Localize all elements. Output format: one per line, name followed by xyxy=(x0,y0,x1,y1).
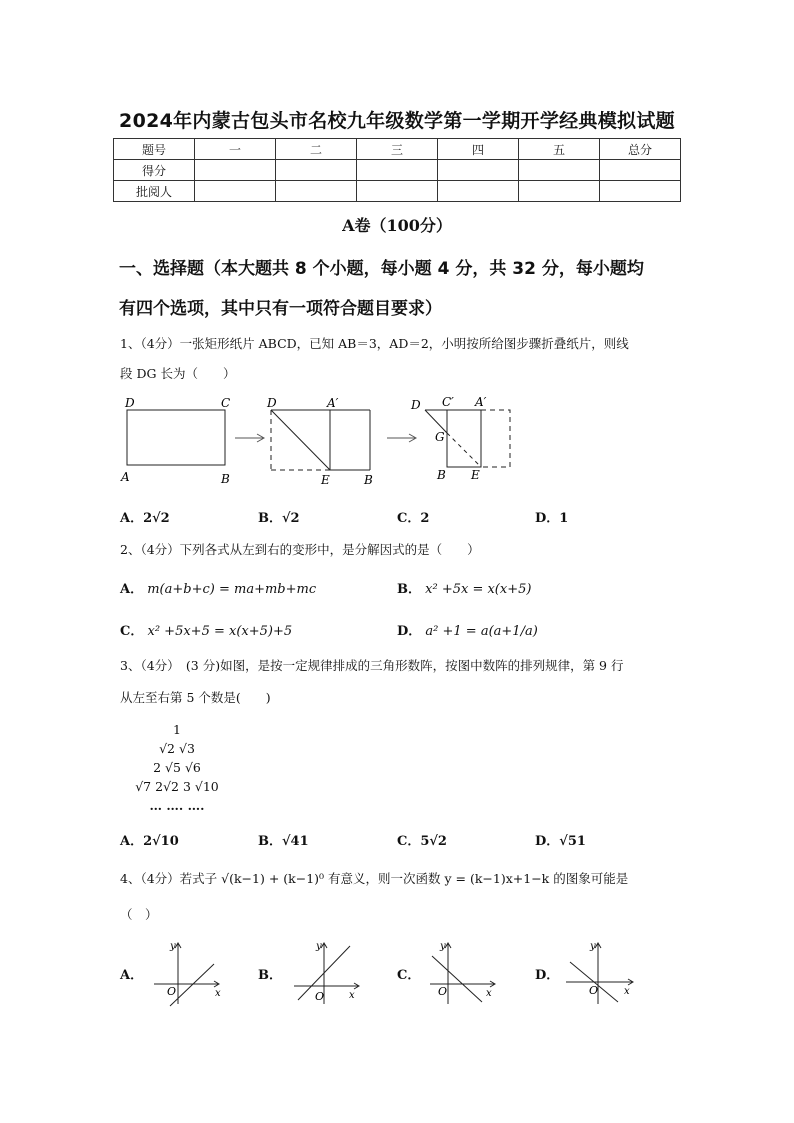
q2-option-d[interactable] xyxy=(397,620,538,639)
table-cell xyxy=(357,160,438,181)
origin-label: O xyxy=(438,985,448,998)
option-expression: x² +5x = x(x+5) xyxy=(425,582,532,597)
q2-text: 2、（4分）下列各式从左到右的变形中，是分解因式的是（ ） xyxy=(120,542,480,557)
triangle-row: √2 √3 xyxy=(159,741,195,756)
fig-label: C′ xyxy=(442,395,454,409)
section-heading-line2: 有四个选项，其中只有一项符合题目要求） xyxy=(119,299,442,319)
volume-heading: A卷（100分） xyxy=(342,216,452,235)
table-cell xyxy=(519,181,600,202)
q4-graph-c xyxy=(424,938,504,1008)
q3-text-line1: 3、（4分） (3 分)如图，是按一定规律排成的三角形数阵，按图中数阵的排列规律，第 9 行 xyxy=(120,658,624,673)
table-cell: 四 xyxy=(438,139,519,160)
fig-label: A′ xyxy=(327,396,339,410)
triangle-row: … …. …. xyxy=(149,798,205,813)
q3-option-c[interactable]: C．5√2 xyxy=(397,834,447,849)
table-cell xyxy=(600,181,681,202)
fig-label: D xyxy=(125,396,135,410)
q1-option-d[interactable]: D．1 xyxy=(535,511,569,526)
fig-label: E xyxy=(471,468,480,482)
q1-folding-figure xyxy=(115,393,525,488)
option-label: C． xyxy=(120,624,144,639)
fig-label: A xyxy=(121,470,130,484)
table-cell xyxy=(438,160,519,181)
origin-label: O xyxy=(167,985,177,998)
axis-label: y xyxy=(170,941,176,952)
table-cell xyxy=(276,181,357,202)
option-expression: m(a+b+c) = ma+mb+mc xyxy=(147,582,317,597)
table-cell xyxy=(600,160,681,181)
axis-label: y xyxy=(440,941,446,952)
fig-label: B xyxy=(437,468,446,482)
table-cell xyxy=(195,160,276,181)
q3-number-triangle xyxy=(122,720,232,815)
q2-option-c[interactable] xyxy=(120,620,292,639)
table-cell xyxy=(195,181,276,202)
origin-label: O xyxy=(315,990,325,1003)
option-label: D． xyxy=(397,624,422,639)
q3-option-a[interactable]: A．2√10 xyxy=(120,834,179,849)
axis-label: y xyxy=(316,941,322,952)
fig-label: B xyxy=(364,473,373,487)
option-expression: x² +5x+5 = x(x+5)+5 xyxy=(147,624,293,639)
fig-label: C xyxy=(221,396,231,410)
triangle-row: 2 √5 √6 xyxy=(153,760,201,775)
fig-label: D xyxy=(411,398,421,412)
table-cell: 批阅人 xyxy=(114,181,195,202)
table-cell: 三 xyxy=(357,139,438,160)
fig-label: E xyxy=(321,473,330,487)
table-row xyxy=(114,181,681,202)
q4-graph-b xyxy=(288,938,368,1008)
section-heading-line1: 一、选择题（本大题共 8 个小题，每小题 4 分，共 32 分，每小题均 xyxy=(119,259,644,279)
axis-label: x xyxy=(624,986,630,997)
fig-label: D xyxy=(267,396,277,410)
q1-text-line2: 段 DG 长为（ ） xyxy=(120,366,236,381)
table-cell: 一 xyxy=(195,139,276,160)
table-cell: 总分 xyxy=(600,139,681,160)
q4-option-a[interactable]: A． xyxy=(120,968,144,983)
table-cell: 得分 xyxy=(114,160,195,181)
fig-label: B xyxy=(221,472,230,486)
fig-label: G xyxy=(435,430,445,444)
triangle-row: √7 2√2 3 √10 xyxy=(135,779,219,794)
axis-label: x xyxy=(486,988,492,999)
score-table xyxy=(113,138,681,202)
axis-label: x xyxy=(215,988,221,999)
q3-option-d[interactable]: D．√51 xyxy=(535,834,586,849)
table-cell: 二 xyxy=(276,139,357,160)
table-row xyxy=(114,160,681,181)
q3-option-b[interactable]: B．√41 xyxy=(258,834,309,849)
fig-label: A′ xyxy=(475,395,487,409)
table-row xyxy=(114,139,681,160)
q4-text-line2: （ ） xyxy=(120,907,158,922)
q4-option-b[interactable]: B． xyxy=(258,968,282,983)
q4-graph-a xyxy=(148,938,228,1008)
q2-option-a[interactable] xyxy=(120,578,316,597)
axis-label: y xyxy=(590,941,596,952)
table-cell: 五 xyxy=(519,139,600,160)
q4-option-d[interactable]: D． xyxy=(535,968,560,983)
table-cell xyxy=(438,181,519,202)
q4-text-line1: 4、（4分）若式子 √(k−1) + (k−1)⁰ 有意义，则一次函数 y = (k−1)x+1−k 的图象可能是 xyxy=(120,871,629,886)
option-expression: a² +1 = a(a+1/a) xyxy=(425,624,538,639)
table-cell xyxy=(519,160,600,181)
page-title: 2024年内蒙古包头市名校九年级数学第一学期开学经典模拟试题 xyxy=(119,110,675,132)
q1-option-a[interactable]: A．2√2 xyxy=(120,511,170,526)
triangle-row: 1 xyxy=(173,722,181,737)
table-cell xyxy=(357,181,438,202)
q4-option-c[interactable]: C． xyxy=(397,968,421,983)
q4-graph-d xyxy=(560,938,640,1008)
q1-option-c[interactable]: C．2 xyxy=(397,511,430,526)
q1-option-b[interactable]: B．√2 xyxy=(258,511,300,526)
axis-label: x xyxy=(349,990,355,1001)
table-cell xyxy=(276,160,357,181)
option-label: B． xyxy=(397,582,421,597)
q2-option-b[interactable] xyxy=(397,578,531,597)
table-cell: 题号 xyxy=(114,139,195,160)
option-label: A． xyxy=(120,582,144,597)
q3-text-line2: 从左至右第 5 个数是( ) xyxy=(120,690,271,705)
origin-label: O xyxy=(589,984,599,997)
q1-text-line1: 1、（4分）一张矩形纸片 ABCD，已知 AB＝3，AD＝2，小明按所给图步骤折叠纸片，则线 xyxy=(120,336,629,351)
